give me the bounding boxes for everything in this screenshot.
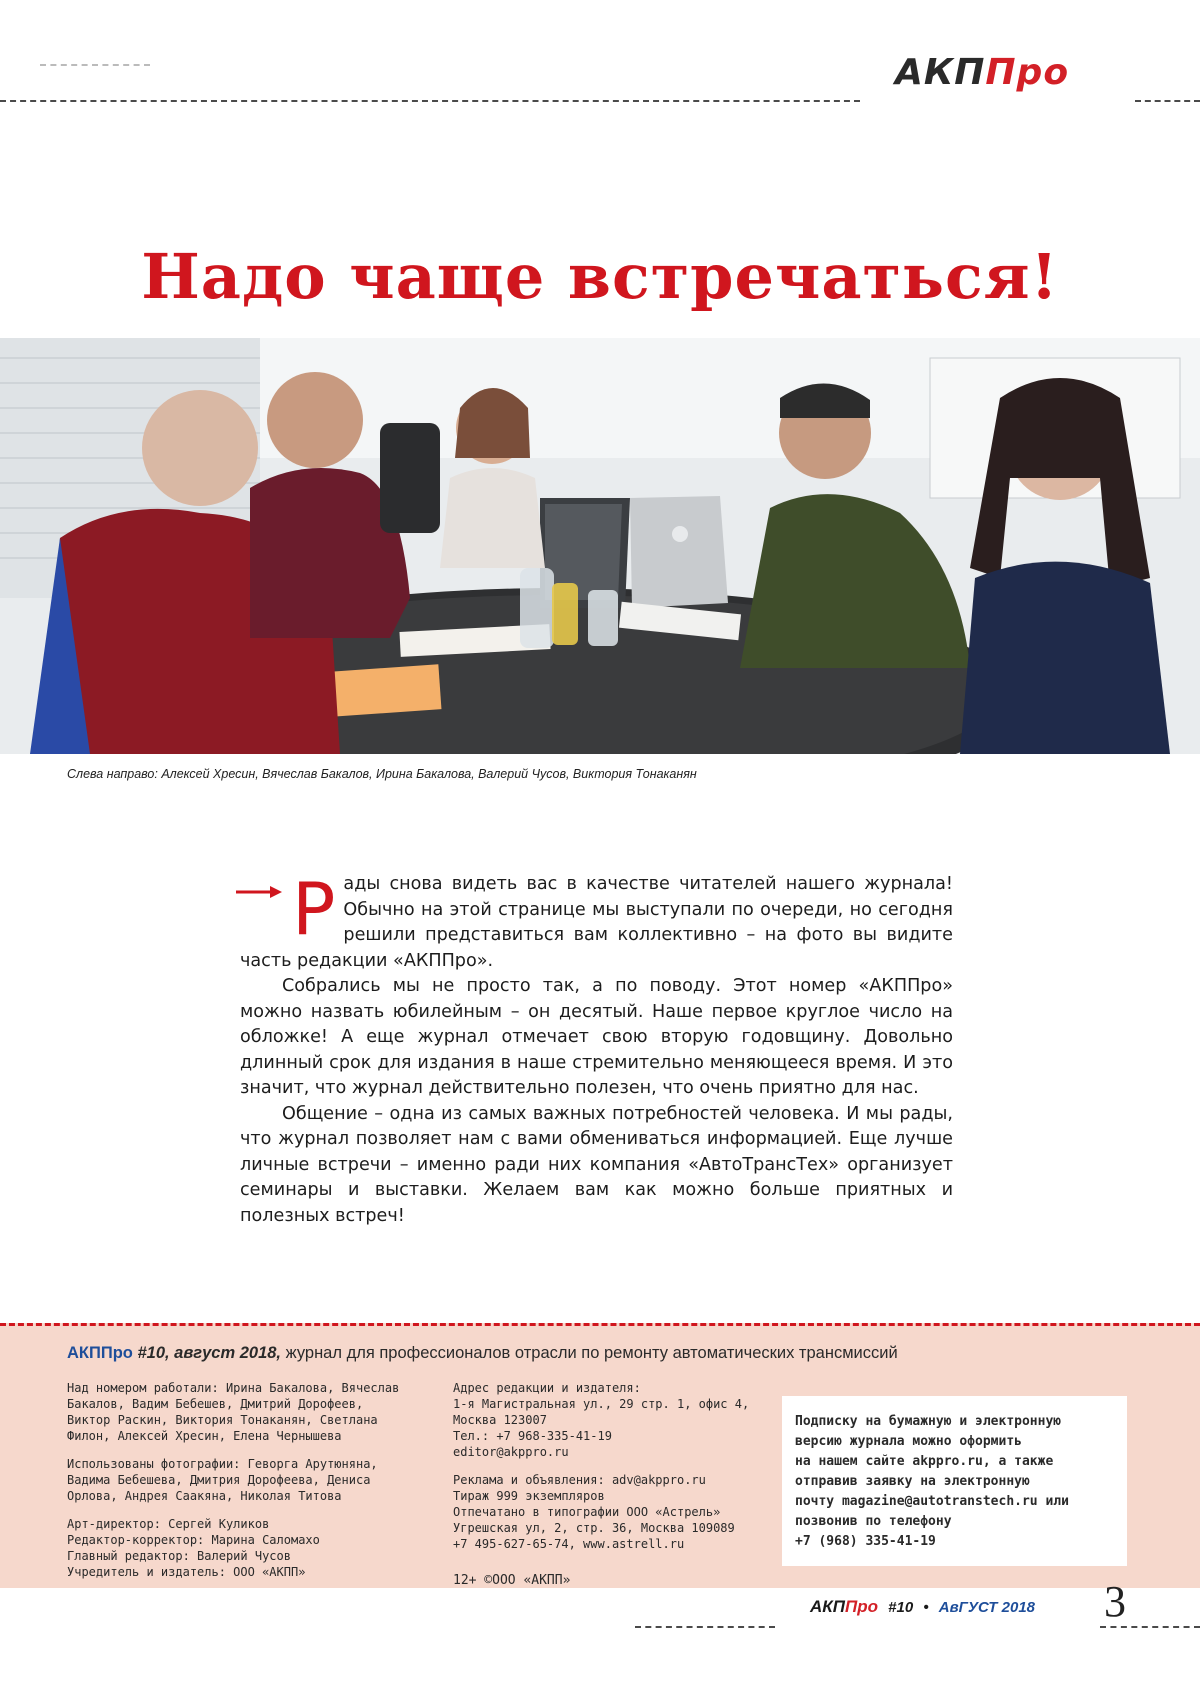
imprint-staff: Над номером работали: Ирина Бакалова, Вячеслав Бакалов, Вадим Бебешев, Дмитрий Дорофеев, Виктор Раскин, Виктория Тонаканян, Светлана Филон, Алексей Хресин, Елена Чернышева bbox=[67, 1381, 400, 1443]
person-2 bbox=[267, 372, 363, 468]
imprint-block bbox=[0, 1323, 1200, 1588]
team-photo bbox=[0, 338, 1200, 754]
imprint-address: Адрес редакции и издателя: 1-я Магистральная ул., 29 стр. 1, офис 4, Москва 123007 Тел.: +7 968-335-41-19 editor@akppro.ru bbox=[453, 1381, 750, 1459]
imprint-roles: Арт-директор: Сергей Куликов Редактор-корректор: Марина Саломахо Главный редактор: Валерий Чусов Учредитель и издатель: ООО «АКПП» bbox=[67, 1517, 320, 1579]
imprint-column-staff bbox=[67, 1380, 427, 1592]
imprint-heading bbox=[67, 1344, 898, 1363]
imprint-brand: АКППро bbox=[67, 1344, 133, 1362]
article-paragraph-3: Общение – одна из самых важных потребностей человека. И мы рады, что журнал позволяет нам с вами обмениваться информацией. Еще лучше личные встречи – именно ради них компания «АвтоТрансТех» организует семинары и выставки. Желаем вам как можно больше приятных и полезных встреч! bbox=[240, 1103, 953, 1226]
person-1 bbox=[142, 390, 258, 506]
page-title: Надо чаще встречаться! bbox=[141, 240, 1059, 313]
imprint-photo-credits: Использованы фотографии: Геворга Арутюняна, Вадима Бебешева, Дмитрия Дорофеева, Дениса Орлова, Андрея Саакяна, Николая Титова bbox=[67, 1457, 378, 1503]
drop-cap: Р bbox=[292, 867, 336, 951]
laptop-right bbox=[630, 496, 728, 608]
article-body bbox=[240, 867, 953, 1229]
footer-logo-akp: АКП bbox=[810, 1597, 845, 1616]
subscription-text: Подписку на бумажную и электронную версию журнала можно оформить на нашем сайте akppro.ru, а также отправив заявку на электронную почту magazine@autotranstech.ru или позвонив по телефону +7 (968) 335-41-19 bbox=[795, 1414, 1069, 1549]
imprint-print-info: Реклама и объявления: adv@akppro.ru Тираж 999 экземпляров Отпечатано в типографии ООО «Астрель» Угрешская ул, 2, стр. 36, Москва 109089 +7 495-627-65-74, www.astrell.ru bbox=[453, 1473, 735, 1551]
age-rating-copyright: 12+ ©ООО «АКПП» bbox=[453, 1573, 571, 1588]
header-rule-top-faint bbox=[40, 64, 150, 66]
header-rule-left bbox=[0, 100, 860, 102]
imprint-tagline: журнал для профессионалов отрасли по ремонту автоматических трансмиссий bbox=[285, 1344, 898, 1362]
footer-month: АвГУСТ 2018 bbox=[938, 1599, 1035, 1616]
subscription-box bbox=[782, 1396, 1127, 1566]
article-paragraph-1: Рады снова видеть вас в качестве читателей нашего журнала! Обычно на этой странице мы выступали по очереди, но сегодня решили представиться вам коллективно – на фото вы видите часть редакции «АКППро». bbox=[240, 867, 953, 971]
footer-logo-pro: Про bbox=[844, 1597, 878, 1616]
imprint-issue: #10, август 2018, bbox=[137, 1344, 282, 1362]
page-number: 3 bbox=[1104, 1577, 1126, 1626]
footer-separator: • bbox=[923, 1599, 929, 1616]
photo-caption: Слева направо: Алексей Хресин, Вячеслав Бакалов, Ирина Бакалова, Валерий Чусов, Виктория Тонаканян bbox=[67, 767, 697, 781]
footer-rule-left bbox=[635, 1626, 775, 1628]
header-rule-right bbox=[1135, 100, 1200, 102]
logo-akp-text: АКП bbox=[895, 52, 986, 93]
footer-issue-info bbox=[810, 1597, 1035, 1617]
logo-pro-text: Про bbox=[985, 52, 1070, 93]
footer-issue-number: #10 bbox=[888, 1599, 914, 1616]
imprint-column-contacts bbox=[453, 1380, 773, 1564]
article-paragraph-2: Собрались мы не просто так, а по поводу. Этот номер «АКППро» можно назвать юбилейным – он десятый. Наше первое круглое число на обложке! А еще журнал отмечает свою вторую годовщину. Довольно длинный срок для издания в наше стремительно меняющееся время. И это значит, что журнал действительно полезен, что очень приятно для нас. bbox=[240, 976, 953, 1098]
header-logo bbox=[895, 52, 1069, 93]
